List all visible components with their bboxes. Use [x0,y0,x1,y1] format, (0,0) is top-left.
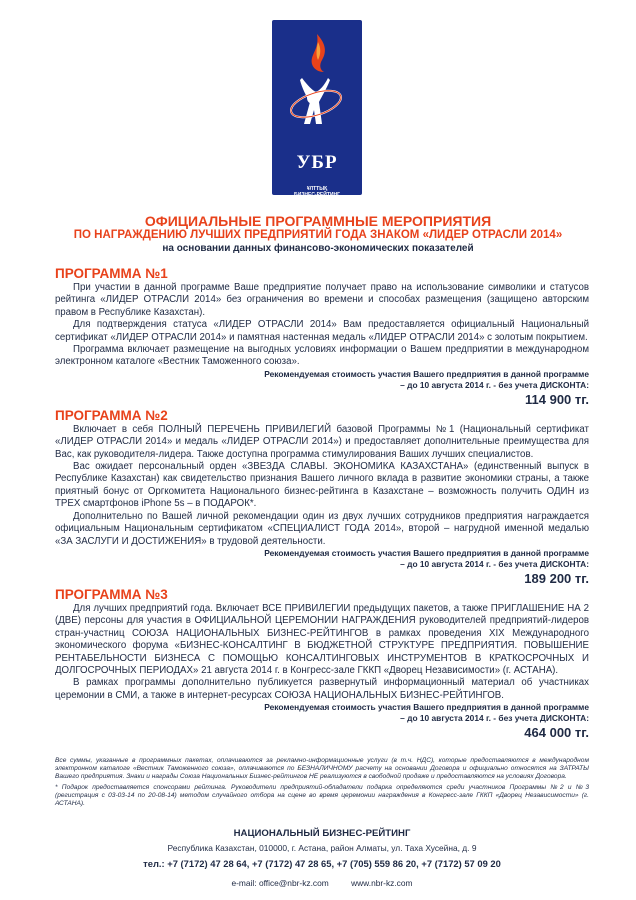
price-note: Рекомендуемая стоимость участия Вашего предприятия в данной программе [264,547,589,558]
price-note: Рекомендуемая стоимость участия Вашего предприятия в данной программе [264,368,589,379]
page-title-line-2: ПО НАГРАЖДЕНИЮ ЛУЧШИХ ПРЕДПРИЯТИЙ ГОДА ЗНАКОМ «ЛИДЕР ОТРАСЛИ 2014» [73,229,563,241]
logo-subtitle: ҰЛТТЫҚ БИЗНЕС-РЕЙТИНГ [294,186,340,198]
page-subtitle: на основании данных финансово-экономических показателей [162,243,474,254]
page-title: ОФИЦИАЛЬНЫЕ ПРОГРАММНЫЕ МЕРОПРИЯТИЯ [144,213,492,229]
email-link[interactable]: e-mail: office@nbr-kz.com [231,878,329,888]
footer-phones: тел.: +7 (7172) 47 28 64, +7 (7172) 47 28 65, +7 (705) 559 86 20, +7 (7172) 57 09 20 [143,858,501,869]
price-note-deadline: – до 10 августа 2014 г. - без учета ДИСКОНТА: [400,558,589,569]
price-note-deadline: – до 10 августа 2014 г. - без учета ДИСКОНТА: [400,379,589,390]
program-paragraph: В рамках программы дополнительно публикуется развернутый информационный материал об участниках церемонии в СМИ, а также в интернет-ресурсах СОЮЗА НАЦИОНАЛЬНЫХ БИЗНЕС-РЕЙТИНГОВ. [55,677,589,701]
price-note: Рекомендуемая стоимость участия Вашего предприятия в данной программе [264,702,589,713]
torch-figure-icon [272,20,362,150]
footer-address: Республика Казахстан, 010000, г. Астана, район Алматы, ул. Таха Хусейна, д. 9 [167,843,477,853]
program-paragraph: Дополнительно по Вашей личной рекомендации один из двух лучших сотрудников предприятия награждается официальным Национальным сертификатом «СПЕЦИАЛИСТ ГОДА 2014», второй – нагрудной именной медалью «ЗА ЗАСЛУГИ И ДОСТИЖЕНИЯ» в трудовой деятельности. [55,510,589,547]
programs-section [55,266,589,741]
footer-contacts [55,877,589,889]
program-price: 464 000 тг. [524,725,589,741]
program-paragraph: Программа включает размещение на выгодных условиях информации о Вашем предприятии в международном электронном каталоге «Вестник Таможенного союза». [55,344,589,368]
document-titles [40,213,596,255]
program-1 [55,266,589,408]
program-title: ПРОГРАММА №1 [55,266,168,281]
program-paragraph: Для лучших предприятий года. Включает ВСЕ ПРИВИЛЕГИИ предыдущих пакетов, а также ПРИГЛАШЕНИЕ НА 2 (ДВЕ) персоны для участия в ОФИЦИАЛЬНОЙ ЦЕРЕМОНИИ НАГРАЖДЕНИЯ руководителей предприятий-лидеров стран-участниц СОЮЗА НАЦИОНАЛЬНЫХ БИЗНЕС-РЕЙТИНГОВ в рамках проведения XIX Международного экономического форума «БИЗНЕС-КОНСАЛТИНГ В БЮДЖЕТНОЙ СТРУКТУРЕ ПРЕДПРИЯТИЯ. ПОВЫШЕНИЕ РЕНТАБЕЛЬНОСТИ БИЗНЕСА С ПОМОЩЬЮ КОНСАЛТИНГОВЫХ ИНСТРУМЕНТОВ В КРАТКОСРОЧНЫХ И ДОЛГОСРОЧНЫХ ПЕРИОДАХ» 21 августа 2014 г. в Конгресс-зале ГККП «Дворец Независимости» (г. АСТАНА). [55,602,589,676]
program-paragraph: Для подтверждения статуса «ЛИДЕР ОТРАСЛИ 2014» Вам предоставляется официальный Национальный сертификат «ЛИДЕР ОТРАСЛИ 2014» и памятная настенная медаль «ЛИДЕР ОТРАСЛИ 2014» с золотым покрытием. [55,319,589,343]
program-paragraph: При участии в данной программе Ваше предприятие получает право на использование символики и статусов рейтинга «ЛИДЕР ОТРАСЛИ 2014» без ограничения во времени и способах размещения (защищено авторским правом в Республике Казахстан). [55,282,589,318]
program-2 [55,408,589,587]
program-paragraph: Вас ожидает персональный орден «ЗВЕЗДА СЛАВЫ. ЭКОНОМИКА КАЗАХСТАНА» (единственный выпуск в Республике Казахстан) как свидетельство признания Вашего личного вклада в развитие экономики страны, а также приятный бонус от Оргкомитета Национального бизнес-рейтинга в Казахстане – возможность получить ОДИН из ТРЕХ смартфонов iPhone 5s – в ПОДАРОК*. [55,461,589,510]
footer-organization: НАЦИОНАЛЬНЫЙ БИЗНЕС-РЕЙТИНГ [233,828,411,839]
program-3 [55,587,589,741]
program-price: 189 200 тг. [524,570,589,586]
program-title: ПРОГРАММА №2 [55,407,168,423]
footer [55,828,589,889]
program-paragraph: Включает в себя ПОЛНЫЙ ПЕРЕЧЕНЬ ПРИВИЛЕГИЙ базовой Программы №1 (Национальный сертификат «ЛИДЕР ОТРАСЛИ 2014» и медаль «ЛИДЕР ОТРАСЛИ 2014») и предоставляет дополнительные преимущества для Вас, как руководителя-лидера. Также доступна программа стимулирования Ваших лучших специалистов. [55,423,589,460]
price-note-deadline: – до 10 августа 2014 г. - без учета ДИСКОНТА: [400,713,589,724]
logo [272,20,362,198]
program-title: ПРОГРАММА №3 [55,586,168,602]
website-link[interactable]: www.nbr-kz.com [351,878,413,888]
logo-text: УБР [296,152,338,173]
footnote-payment: Все суммы, указанные в программных пакетах, оплачиваются за рекламно-информационные услуги (в т.ч. НДС), которые предоставляются в международном электронном каталоге «Вестник Таможенного союза», оплачиваются по БЕЗНАЛИЧНОМУ расчету на основании Договора и официально относятся на ЗАТРАТЫ Вашего предприятия. Знаки и награды Союза Национальных Бизнес-рейтингов НЕ реализуются в свободной продаже и предоставляются на условиях Договора. [55,757,589,781]
footnotes [55,757,589,810]
program-price: 114 900 тг. [525,391,589,407]
footnote-gift: * Подарок предоставляется спонсорами рейтинга. Руководители предприятий-обладатели подарка определяются среди участников Программы №2 и №3 (регистрация с 03-03-14 по 20-08-14) методом случайного отбора на сцене во время церемонии награждения в Конгресс-зале ГККП «Дворец Независимости» (г. АСТАНА). [55,783,589,808]
